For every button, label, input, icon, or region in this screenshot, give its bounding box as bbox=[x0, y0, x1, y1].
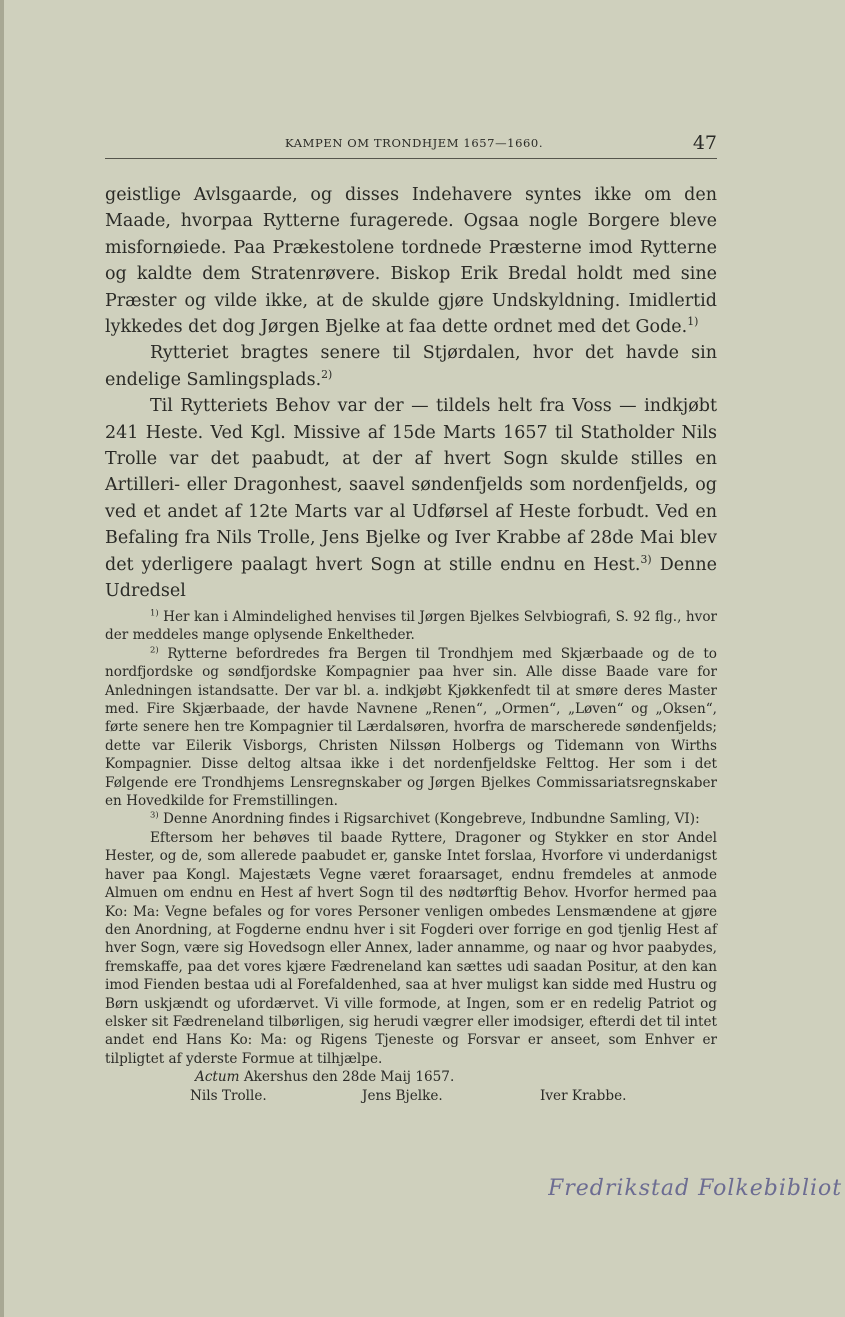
paragraph-2: Rytteriet bragtes senere til Stjørdalen, hvor det havde sin endelige Samlingsplads.$^{2)}$ bbox=[105, 343, 717, 390]
footnote-ref-1: 1) bbox=[687, 315, 699, 329]
signature-nils-trolle: Nils Trolle. bbox=[190, 1087, 267, 1104]
actum-line: Actum Akershus den 28de Maij 1657. bbox=[195, 1069, 455, 1086]
signature-jens-bjelke: Jens Bjelke. bbox=[362, 1087, 443, 1104]
page-spine-edge bbox=[0, 0, 4, 1317]
page-number: 47 bbox=[692, 132, 717, 154]
running-head: KAMPEN OM TRONDHJEM 1657—1660. bbox=[285, 136, 544, 150]
library-stamp: Fredrikstad Folkebibliot bbox=[548, 1176, 843, 1201]
footnotes bbox=[105, 608, 717, 1107]
signatures bbox=[105, 1087, 717, 1107]
footnote-1: $^{1)}$ Her kan i Almindelighed henvises til Jørgen Bjelkes Selvbiografi, S. 92 flg., hvor der meddeles mange oplysende Enkeltheder. bbox=[105, 607, 717, 644]
signature-iver-krabbe: Iver Krabbe. bbox=[540, 1087, 627, 1104]
paragraph-1: geistlige Avlsgaarde, og disses Indehavere syntes ikke om den Maade, hvorpaa Rytterne furagerede. Ogsaa nogle Borgere bleve misfornøiede. Paa Prækestolene tordnede Præsterne imod Rytterne og kaldte dem Stratenrøvere. Biskop Erik Bredal holdt med sine Præster og vilde ikke, at de skulde gjøre Undskyldning. Imidlertid lykkedes det dog Jørgen Bjelke at faa dette ordnet med det Gode.$^{1)}$ bbox=[105, 185, 717, 338]
footnote-3: $^{3)}$ Denne Anordning findes i Rigsarchivet (Kongebreve, Indbundne Samling, VI): bbox=[150, 809, 700, 828]
footnote-ref-3: 3) bbox=[640, 552, 652, 566]
paragraph-3: Til Rytteriets Behov var der — tildels helt fra Voss — indkjøbt 241 Heste. Ved Kgl. Missive af 15de Marts 1657 til Statholder Nils Trolle var det paabudt, at der af hvert Sogn skulde stilles en Artilleri- eller Dragonhest, saavel søndenfjelds som nordenfjelds, og ved et andet af 12te Marts var al Udførsel af Heste forbudt. Ved en Befaling fra Nils Trolle, Jens Bjelke og Iver Krabbe af 28de Mai blev det yderligere paalagt hvert Sogn at stille endnu en Hest.$^{3)}$ Denne Udredsel bbox=[105, 396, 717, 602]
footnote-2: $^{2)}$ Rytterne befordredes fra Bergen til Trondhjem med Skjærbaade og de to nordfjordske og søndfjordske Kompagnier paa hver sin. Alle disse Baade vare for Anledningen istandsatte. Der var bl. a. indkjøbt Kjøkkenfedt til at smøre deres Master med. Fire Skjærbaade, der havde Navnene „Renen“, „Ormen“, „Løven“ og „Oksen“, førte senere hen tre Kompagnier til Lærdalsøren, hvorfra de marscherede søndenfjelds; dette var Eilerik Visborgs, Christen Nilssøn Holbergs og Tidemann von Wirths Kompagnier. Disse deltog altsaa ikke i det nordenfjeldske Felttog. Her som i det Følgende ere Trondhjems Lensregnskaber og Jørgen Bjelkes Commissariatsregnskaber en Hovedkilde for Fremstillingen. bbox=[105, 644, 717, 810]
body-text bbox=[105, 182, 717, 605]
footnote-ref-2: 2) bbox=[321, 368, 333, 382]
page-header bbox=[105, 132, 717, 159]
footnote-3-quote: Eftersom her behøves til baade Ryttere, Dragoner og Stykker en stor Andel Hester, og de, som allerede paabudet er, ganske Intet forslaa, Hvorfore vi underdanigst haver paa Kongl. Majestæts Vegne været foraarsaget, endnu fremdeles at anmode Almuen om endnu en Hest af hvert Sogn til des nødtørftig Behov. Hvorfor hermed paa Ko: Ma: Vegne befales og for vores Personer venligen ombedes Lensmændene at gjøre den Anordning, at Fogderne endnu hver i sit Fogderi over forrige en god tjenlig Hest af hver Sogn, være sig Hovedsogn eller Annex, lader annamme, og naar og hvor paabydes, fremskaffe, paa det vores kjære Fædreneland kan sættes udi saadan Positur, at den kan imod Fienden bestaa udi al Forefaldenhed, saa at hver muligst kan sidde med Hustru og Børn uskjændt og ufordærvet. Vi ville formode, at Ingen, som er en redelig Patriot og elsker sit Fædreneland tilbørligen, sig herudi vægrer eller imodsiger, efterdi det til intet andet end Hans Ko: Ma: og Rigens Tjeneste og Forsvar er anseet, som Enhver er tilpligtet af yderste Formue at tilhjælpe. bbox=[105, 829, 717, 1067]
